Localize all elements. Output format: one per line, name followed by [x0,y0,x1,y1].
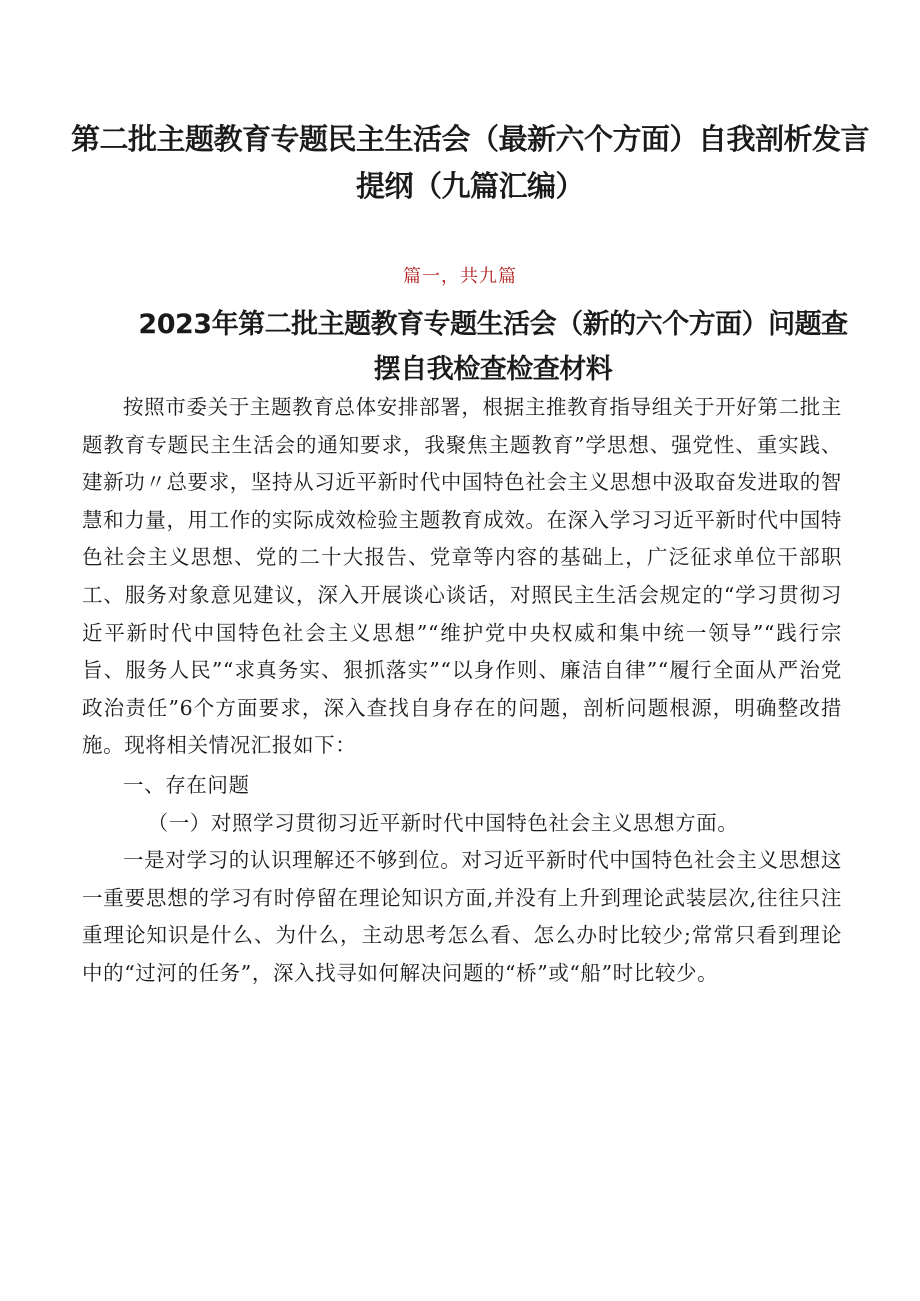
intro-paragraph: 按照市委关于主题教育总体安排部署，根据主推教育指导组关于开好第二批主题教育专题民主生活会的通知要求，我聚焦主题教育”学思想、强党性、重实践、建新功〃总要求，坚持从习近平新时代中国特色社会主义思想中汲取奋发进取的智慧和力量，用工作的实际成效检验主题教育成效。在深入学习习近平新时代中国特色社会主义思想、党的二十大报告、党章等内容的基础上，广泛征求单位干部职工、服务对象意见建议，深入开展谈心谈话，对照民主生活会规定的“学习贯彻习近平新时代中国特色社会主义思想”“维护党中央权威和集中统一领导”“践行宗旨、服务人民”“求真务实、狠抓落实”“以身作则、廉洁自律”“履行全面从严治党政治责任”6个方面要求，深入查找自身存在的问题，剖析问题根源，明确整改措施。现将相关情况汇报如下： [82,395,842,758]
section-label: 篇一，共九篇 [403,266,517,287]
point-paragraph: 一是对学习的认识理解还不够到位。对习近平新时代中国特色社会主义思想这一重要思想的学习有时停留在理论知识方面,并没有上升到理论武装层次,往往只注重理论知识是什么、为什么，主动思考怎么看、怎么办时比较少;常常只看到理论中的“过河的任务”，深入找寻如何解决问题的“桥”或“船”时比较少。 [82,848,842,985]
article-title: 2023年第二批主题教育专题生活会（新的六个方面）问题查摆自我检查检查材料 [138,309,848,385]
document-title: 第二批主题教育专题民主生活会（最新六个方面）自我剖析发言提纲（九篇汇编） [70,122,869,203]
article-body [82,389,842,993]
subsection-heading: （一）对照学习贯彻习近平新时代中国特色社会主义思想方面。 [147,810,739,835]
section-heading: 一、存在问题 [123,772,250,797]
